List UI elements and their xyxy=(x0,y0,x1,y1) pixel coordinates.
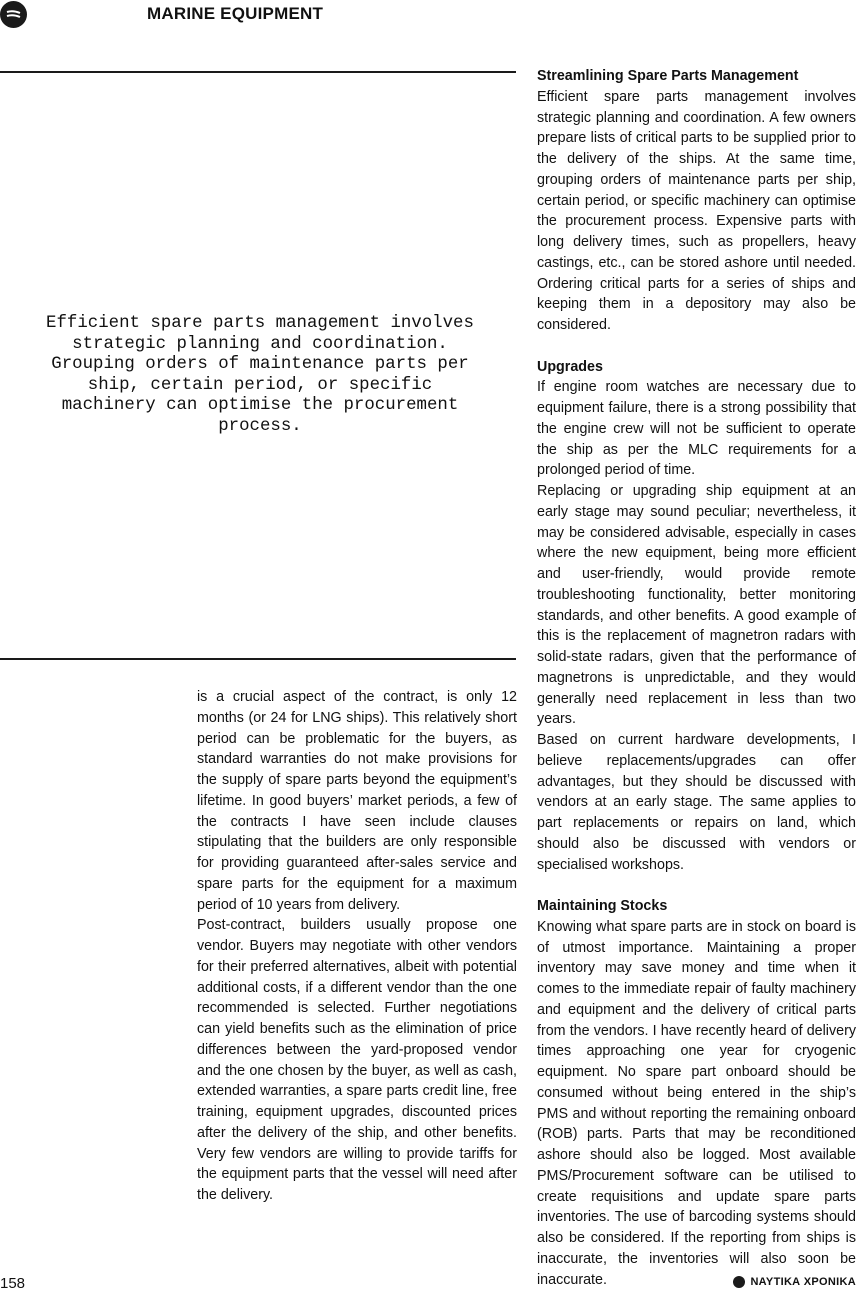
heading-upgrades: Upgrades xyxy=(537,358,603,375)
section-title: MARINE EQUIPMENT xyxy=(147,4,324,23)
brand-mini-logo-icon xyxy=(733,1276,745,1288)
body-paragraph: If engine room watches are necessary due to equipment failure, there is a strong possibility that the engine crew will not be sufficient to operate the ship as per the MLC requirements for a prolonged period of time. xyxy=(537,379,856,479)
pull-quote: Efficient spare parts management involves strategic planning and coordination. Grouping orders of maintenance parts per ship, certain period, or specific machinery can optimise the procurement process. xyxy=(46,314,474,436)
wave-logo-icon xyxy=(0,1,27,28)
right-column xyxy=(537,66,856,1290)
body-paragraph: Replacing or upgrading ship equipment at an early stage may sound peculiar; nevertheless, it may be considered advisable, especially in cases where the new equipment, being more efficient and user-friendly, would provide remote troubleshooting functionality, better monitoring standards, and other benefits. A good example of this is the replacement of magnetron radars with solid-state radars, given that the performance of magnetrons is unpredictable, and they would generally need replacement in less than two years. xyxy=(537,483,856,728)
page-number: 158 xyxy=(0,1275,26,1292)
pull-quote-bottom-rule xyxy=(0,658,516,660)
body-paragraph: Post-contract, builders usually propose one vendor. Buyers may negotiate with other vendors for their preferred alternatives, albeit with potential additional costs, if a different vendor than the one recommended is selected. Further negotiations can yield benefits such as the elimination of price differences between the yard-proposed vendor and the one chosen by the buyer, as well as cash, extended warranties, a spare parts credit line, free training, equipment upgrades, discounted prices after the delivery of the ship, and other benefits. Very few vendors are willing to provide tariffs for the equipment parts that the vessel will need after the delivery. xyxy=(197,917,517,1203)
footer-brand xyxy=(733,1276,856,1288)
middle-column xyxy=(197,687,517,1206)
body-paragraph: is a crucial aspect of the contract, is only 12 months (or 24 for LNG ships). This relatively short period can be problematic for the buyers, as standard warranties do not make provisions for the supply of spare parts beyond the equipment’s lifetime. In good buyers’ market periods, a few of the contracts I have seen include clauses stipulating that the builders are only responsible for providing guaranteed after-sales service and spare parts for the equipment for a maximum period of 10 years from delivery. xyxy=(197,689,517,913)
body-paragraph: Knowing what spare parts are in stock on board is of utmost importance. Maintaining a proper inventory may save money and time when it comes to the immediate repair of faulty machinery and equipment and the delivery of critical parts from the vendors. I have recently heard of delivery times approaching one year for cryogenic equipment. No spare part onboard should be consumed without being entered in the ship’s PMS and without reporting the remaining onboard (ROB) parts. Parts that may be reconditioned ashore should also be logged. Most available PMS/Procurement software can be utilised to create requisitions and update spare parts inventories. The use of barcoding systems should also be considered. If the reporting from ships is inaccurate, the inventories will also soon be inaccurate. xyxy=(537,918,856,1288)
brand-name: ΝΑΥΤΙΚΑ ΧΡΟΝΙΚΑ xyxy=(750,1276,856,1288)
heading-maintaining-stocks: Maintaining Stocks xyxy=(537,898,668,914)
body-paragraph: Based on current hardware developments, I believe replacements/upgrades can offer advantages, but they should be discussed with vendors at an early stage. The same applies to part replacements or repairs on land, which should also be discussed with vendors or specialised workshops. xyxy=(537,732,856,873)
pull-quote-top-rule xyxy=(0,71,516,73)
body-paragraph: Efficient spare parts management involves strategic planning and coordination. A few owners prepare lists of critical parts to be supplied prior to the delivery of the ships. At the same time, grouping orders of maintenance parts per ship, certain period, or specific machinery can optimise the procurement process. Expensive parts with long delivery times, such as propellers, heavy castings, etc., can be stored ashore until needed. Ordering critical parts for a series of ships and keeping them in a depository may also be considered. xyxy=(537,88,856,333)
heading-streamlining: Streamlining Spare Parts Management xyxy=(537,68,799,84)
